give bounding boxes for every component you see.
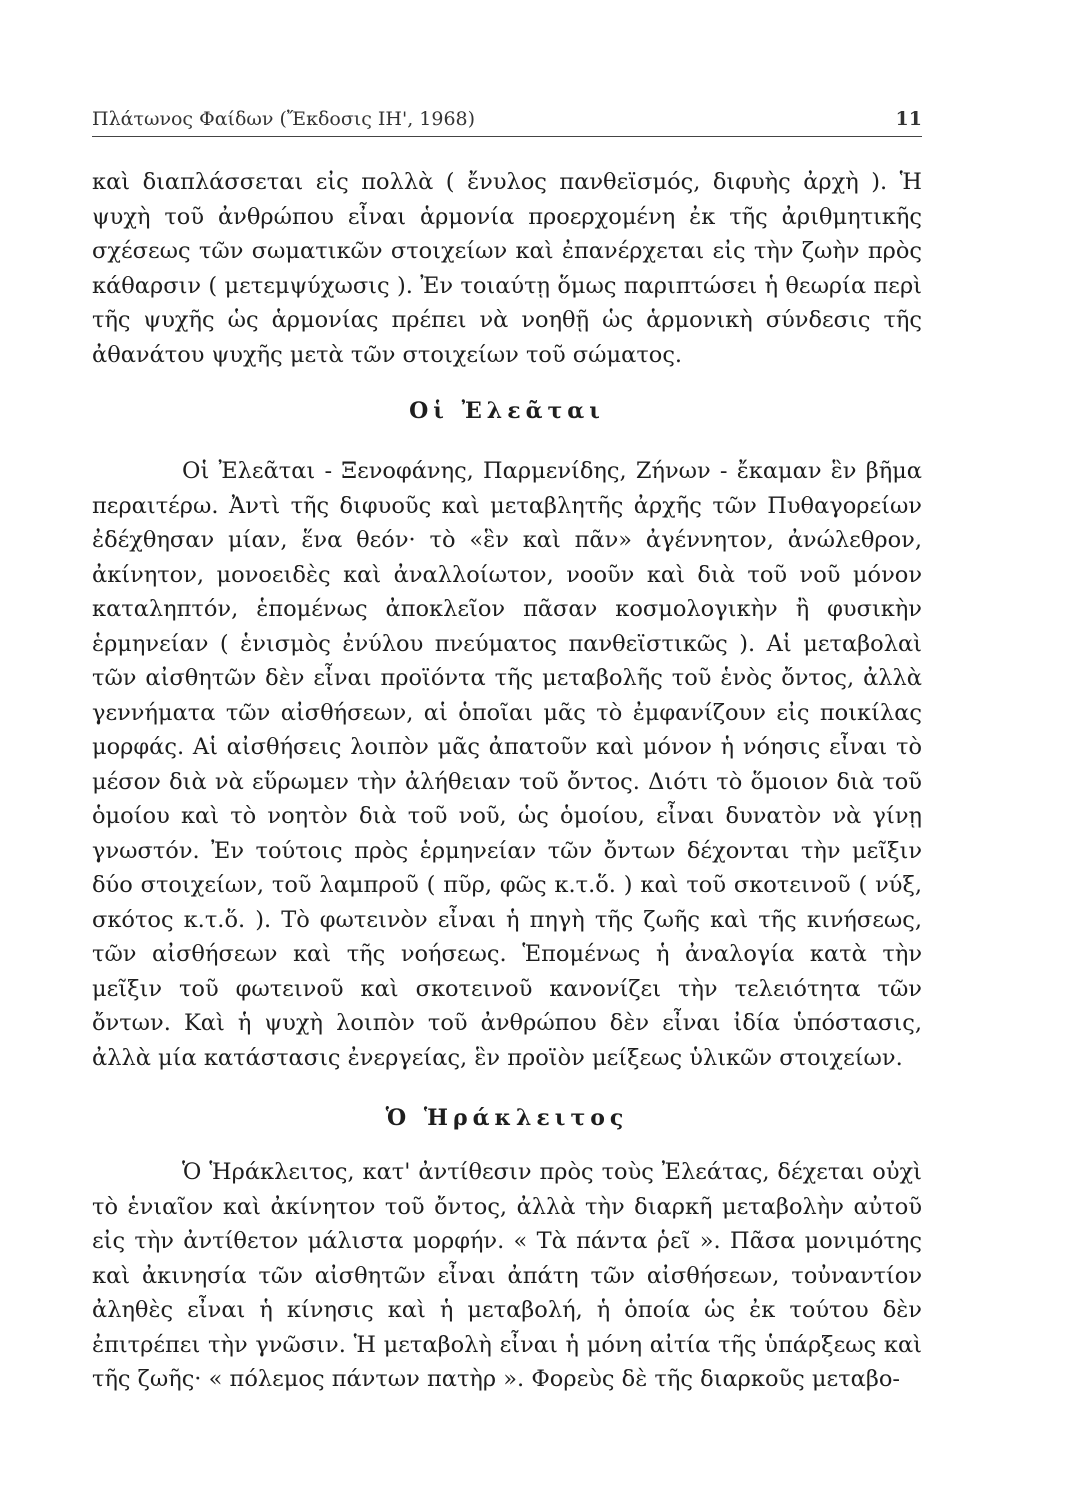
running-header [92,108,922,137]
running-title: Πλάτωνος Φαίδων (Ἔκδοσις ΙΗ', 1968) [92,108,476,130]
paragraph-heraclitus: Ὁ Ἡράκλειτος, κατ' ἀντίθεσιν πρὸς τοὺς Ἐλεάτας, δέχεται οὐχὶ τὸ ἑνιαῖον καὶ ἀκίνητον τοῦ ὄντος, ἀλλὰ τὴν διαρκῆ μεταβολὴν αὐτοῦ εἰς τὴν ἀντίθετον μάλιστα μορφήν. « Τὰ πάντα ῥεῖ ». Πᾶσα μονιμότης καὶ ἀκινησία τῶν αἰσθητῶν εἶναι ἀπάτη τῶν αἰσθήσεων, τοὐναντίον ἀληθὲς εἶναι ἡ κίνησις καὶ ἡ μεταβολή, ἡ ὁποία ὡς ἐκ τούτου δὲν ἐπιτρέπει τὴν γνῶσιν. Ἡ μεταβολὴ εἶναι ἡ μόνη αἰτία τῆς ὑπάρξεως καὶ τῆς ζωῆς· « πόλεμος πάντων πατὴρ ». Φορεὺς δὲ τῆς διαρκοῦς μεταβο- [92,1159,922,1392]
section-heading-heraclitus: Ὁ Ἡράκλειτος [385,1105,629,1131]
section-heading-eleatics: Οἱ Ἐλεᾶται [409,398,605,424]
book-page [92,108,922,1397]
body-text [92,165,922,1397]
page-number: 11 [895,108,922,130]
paragraph-eleatics: Οἱ Ἐλεᾶται - Ξενοφάνης, Παρμενίδης, Ζήνων - ἔκαμαν ἓν βῆμα περαιτέρω. Ἀντὶ τῆς διφυοῦς καὶ μεταβλητῆς ἀρχῆς τῶν Πυθαγορείων ἐδέχθησαν μίαν, ἕνα θεόν· τὸ «ἓν καὶ πᾶν» ἀγέννητον, ἀνώλεθρον, ἀκίνητον, μονοειδὲς καὶ ἀναλλοίωτον, νοοῦν καὶ διὰ τοῦ νοῦ μόνον καταληπτόν, ἑπομένως ἀποκλεῖον πᾶσαν κοσμολογικὴν ἢ φυσικὴν ἑρμηνείαν ( ἑνισμὸς ἐνύλου πνεύματος πανθεϊστικῶς ). Αἱ μεταβολαὶ τῶν αἰσθητῶν δὲν εἶναι προϊόντα τῆς μεταβολῆς τοῦ ἑνὸς ὄντος, ἀλλὰ γεννήματα τῶν αἰσθήσεων, αἱ ὁποῖαι μᾶς τὸ ἐμφανίζουν εἰς ποικίλας μορφάς. Αἱ αἰσθήσεις λοιπὸν μᾶς ἀπατοῦν καὶ μόνον ἡ νόησις εἶναι τὸ μέσον διὰ νὰ εὕρωμεν τὴν ἀλήθειαν τοῦ ὄντος. Διότι τὸ ὅμοιον διὰ τοῦ ὁμοίου καὶ τὸ νοητὸν διὰ τοῦ νοῦ, ὡς ὁμοίου, εἶναι δυνατὸν νὰ γίνῃ γνωστόν. Ἐν τούτοις πρὸς ἑρμηνείαν τῶν ὄντων δέχονται τὴν μεῖξιν δύο στοιχείων, τοῦ λαμπροῦ ( πῦρ, φῶς κ.τ.ὅ. ) καὶ τοῦ σκοτεινοῦ ( νύξ, σκότος κ.τ.ὅ. ). Τὸ φωτεινὸν εἶναι ἡ πηγὴ τῆς ζωῆς καὶ τῆς κινήσεως, τῶν αἰσθήσεων καὶ τῆς νοήσεως. Ἑπομένως ἡ ἀναλογία κατὰ τὴν μεῖξιν τοῦ φωτεινοῦ καὶ σκοτεινοῦ κανονίζει τὴν τελειότητα τῶν ὄντων. Καὶ ἡ ψυχὴ λοιπὸν τοῦ ἀνθρώπου δὲν εἶναι ἰδία ὑπόστασις, ἀλλὰ μία κατάστασις ἐνεργείας, ἓν προϊὸν μείξεως ὑλικῶν στοιχείων. [92,458,922,1071]
paragraph-continuation: καὶ διαπλάσσεται εἰς πολλὰ ( ἔνυλος πανθεϊσμός, διφυὴς ἀρχὴ ). Ἡ ψυχὴ τοῦ ἀνθρώπου εἶναι ἁρμονία προερχομένη ἐκ τῆς ἀριθμητικῆς σχέσεως τῶν σωματικῶν στοιχείων καὶ ἐπανέρχεται εἰς τὴν ζωὴν πρὸς κάθαρσιν ( μετεμψύχωσις ). Ἐν τοιαύτῃ ὅμως παριπτώσει ἡ θεωρία περὶ τῆς ψυχῆς ὡς ἁρμονίας πρέπει νὰ νοηθῇ ὡς ἁρμονικὴ σύνδεσις τῆς ἀθανάτου ψυχῆς μετὰ τῶν στοιχείων τοῦ σώματος. [92,169,922,368]
